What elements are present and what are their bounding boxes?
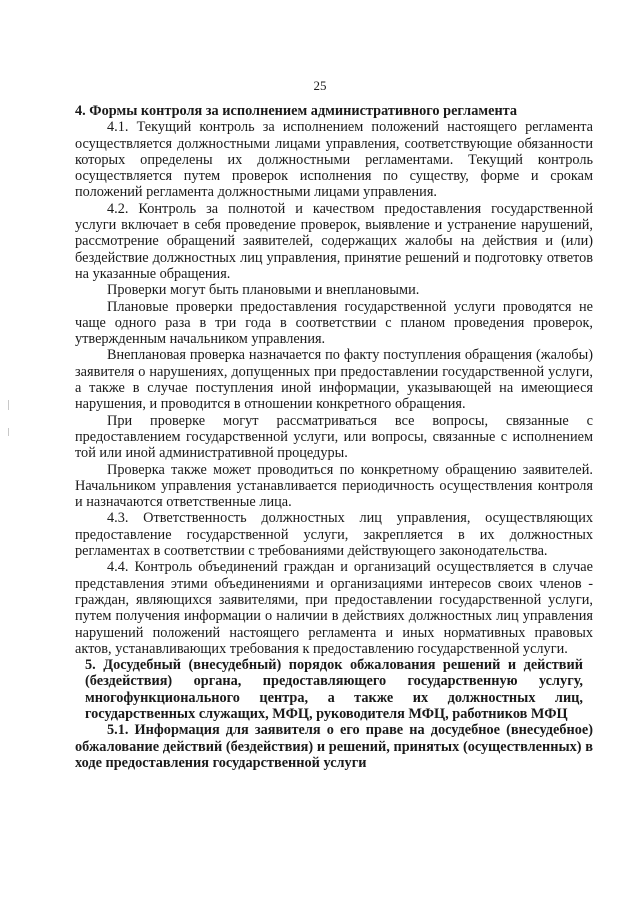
section-4-heading: 4. Формы контроля за исполнением административного регламента	[75, 103, 518, 119]
paragraph-check-scope: При проверке могут рассматриваться все вопросы, связанные с предоставлением государственной услуги, или вопросы, связанные с исполнением той или иной административной процедуры.	[75, 412, 593, 462]
scan-edge-mark	[8, 428, 9, 436]
paragraph-check-by-request: Проверка также может проводиться по конкретному обращению заявителей. Начальником управления устанавливается периодичность осуществления контроля и назначаются ответственные лица.	[75, 461, 593, 511]
paragraph-4-1: 4.1. Текущий контроль за исполнением положений настоящего регламента осуществляется должностными лицами управления, соответствующие обязанности которых определены их должностными регламентами. Текущий контроль осуществляется путем проверок исполнения по существу, форме и срокам положений регламента должностными лицами управления.	[75, 119, 593, 201]
paragraph-check-types: Проверки могут быть плановыми и внеплановыми.	[107, 282, 420, 299]
section-5-heading: 5. Досудебный (внесудебный) порядок обжалования решений и действий (бездействия) органа, предоставляющего государственную услугу, многофункционального центра, а также их должностных лиц, государственных служащих, МФЦ, руководителя МФЦ, работников МФЦ	[85, 657, 583, 722]
paragraph-4-3: 4.3. Ответственность должностных лиц управления, осуществляющих предоставление государственной услуги, закрепляется в их должностных регламентах в соответствии с требованиями действующего законодательства.	[75, 510, 593, 560]
paragraph-4-2: 4.2. Контроль за полнотой и качеством предоставления государственной услуги включает в себя проведение проверок, выявление и устранение нарушений, рассмотрение обращений заявителей, содержащих жалобы на действия и (или) бездействие должностных лиц управления, принятие решений и подготовку ответов на указанные обращения.	[75, 200, 593, 282]
scan-edge-mark	[8, 400, 9, 410]
section-5-1-heading: 5.1. Информация для заявителя о его праве на досудебное (внесудебное) обжалование действий (бездействия) и решений, принятых (осуществленных) в ходе предоставления государственной услуги	[75, 722, 593, 771]
paragraph-planned-checks: Плановые проверки предоставления государственной услуги проводятся не чаще одного раза в три года в соответствии с планом проведения проверок, утвержденным начальником управления.	[75, 298, 593, 348]
page-content	[75, 103, 593, 771]
paragraph-4-4: 4.4. Контроль объединений граждан и организаций осуществляется в случае представления этими объединениями и организациями интересов своих членов - граждан, являющихся заявителями, при предоставлении государственной услуги, путем получения информации о наличии в действиях должностных лиц управления нарушений положений настоящего регламента и иных нормативных правовых актов, устанавливающих требования к предоставлению государственной услуги.	[75, 559, 593, 657]
paragraph-unplanned-checks: Внеплановая проверка назначается по факту поступления обращения (жалобы) заявителя о нарушениях, допущенных при предоставлении государственной услуги, а также в случае поступления иной информации, указывающей на имеющиеся нарушения, и проводится в отношении конкретного обращения.	[75, 347, 593, 413]
page-number: 25	[313, 78, 327, 93]
